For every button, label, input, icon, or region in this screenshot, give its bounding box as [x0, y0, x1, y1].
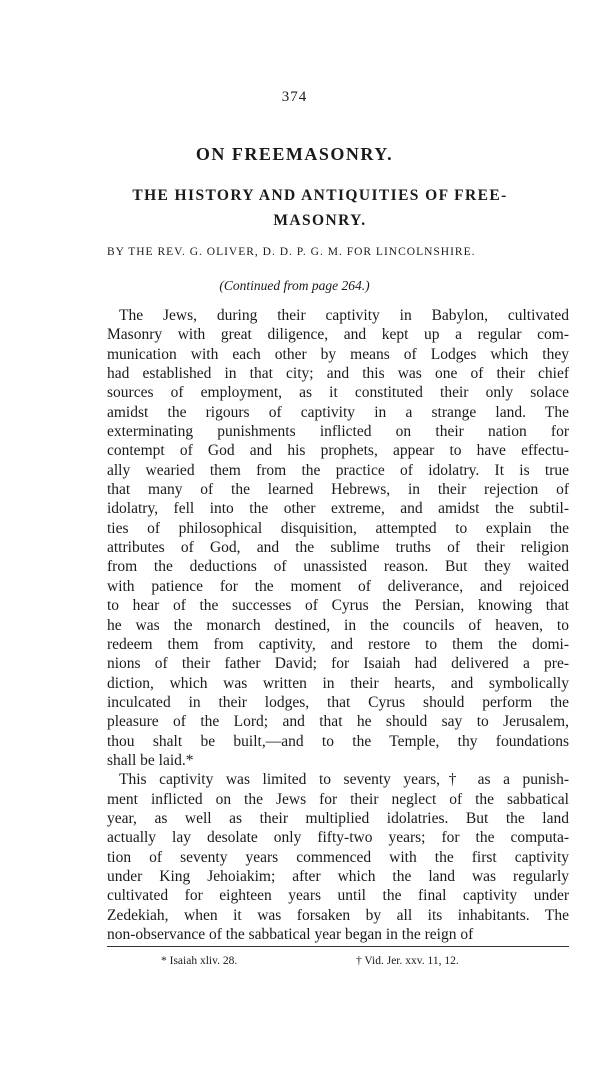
text-line: cultivated for eighteen years until the final captivity under	[107, 887, 569, 905]
text-line: nions of their father David; for Isaiah had delivered a pre-	[107, 655, 569, 673]
continued-note: (Continued from page 264.)	[219, 278, 370, 293]
text-line: pleasure of the Lord; and that he should say to Jerusalem,	[107, 713, 569, 731]
footnote-jeremiah: † Vid. Jer. xxv. 11, 12.	[356, 955, 459, 967]
page-number: 374	[281, 89, 308, 105]
text-line: had established in that city; and this was one of their chief	[107, 365, 569, 383]
text-line: Zedekiah, when it was forsaken by all its inhabitants. The	[107, 906, 569, 924]
article-title	[105, 183, 535, 233]
article-title-line: MASONRY.	[273, 212, 367, 229]
text-line: to hear of the successes of Cyrus the Persian, knowing that	[107, 597, 569, 615]
text-line: inculcated in their lodges, that Cyrus should perform the	[107, 693, 569, 711]
text-line: diction, which was written in their hearts, and symbolically	[107, 674, 569, 692]
text-line: amidst the rigours of captivity in a strange land. The	[107, 403, 569, 421]
section-heading: ON FREEMASONRY.	[195, 144, 394, 164]
text-line: ment inflicted on the Jews for their neglect of the sabbatical	[107, 790, 569, 808]
text-line: from the deductions of unassisted reason. But they waited	[107, 558, 569, 576]
text-line: year, as well as their multiplied idolatries. But the land	[107, 809, 569, 827]
text-line: that many of the learned Hebrews, in their rejection of	[107, 481, 569, 499]
text-line: attributes of God, and the sublime truths of their religion	[107, 539, 569, 557]
text-line: he was the monarch destined, in the councils of heaven, to	[107, 616, 569, 634]
text-line: ally wearied them from the practice of idolatry. It is true	[107, 461, 569, 479]
article-body	[107, 306, 569, 944]
text-line: exterminating punishments inflicted on their nation for	[107, 423, 569, 441]
text-line: sources of employment, as it constituted their only solace	[107, 384, 569, 402]
text-line: thou shalt be built,—and to the Temple, thy foundations	[107, 732, 569, 750]
footnote-isaiah: * Isaiah xliv. 28.	[161, 955, 238, 967]
footnote-rule	[107, 946, 569, 947]
text-line: with patience for the moment of deliverance, and rejoiced	[107, 577, 569, 595]
text-line: munication with each other by means of Lodges which they	[107, 345, 569, 363]
text-line: non-observance of the sabbatical year began in the reign of	[107, 926, 474, 943]
text-line: shall be laid.*	[107, 751, 194, 769]
author-byline: BY THE REV. G. OLIVER, D. D. P. G. M. FOR LINCOLNSHIRE.	[107, 246, 476, 258]
text-line: The Jews, during their captivity in Babylon, cultivated	[119, 307, 569, 324]
text-line: tion of seventy years commenced with the first captivity	[107, 848, 569, 866]
text-line: actually lay desolate only fifty-two years; for the computa-	[107, 829, 569, 847]
article-title-line: THE HISTORY AND ANTIQUITIES OF FREE-	[132, 187, 508, 204]
text-line: redeem them from captivity, and restore to them the domi-	[107, 635, 569, 653]
text-line: contempt of God and his prophets, appear to have effectu-	[107, 442, 569, 460]
text-line: Masonry with great diligence, and kept up a regular com-	[107, 326, 569, 344]
text-line: idolatry, fell into the other extreme, and amidst the subtil-	[107, 500, 569, 518]
text-line: This captivity was limited to seventy years,† as a punish-	[119, 771, 569, 789]
text-line: ties of philosophical disquisition, attempted to explain the	[107, 519, 569, 537]
text-line: under King Jehoiakim; after which the land was regularly	[107, 867, 569, 885]
